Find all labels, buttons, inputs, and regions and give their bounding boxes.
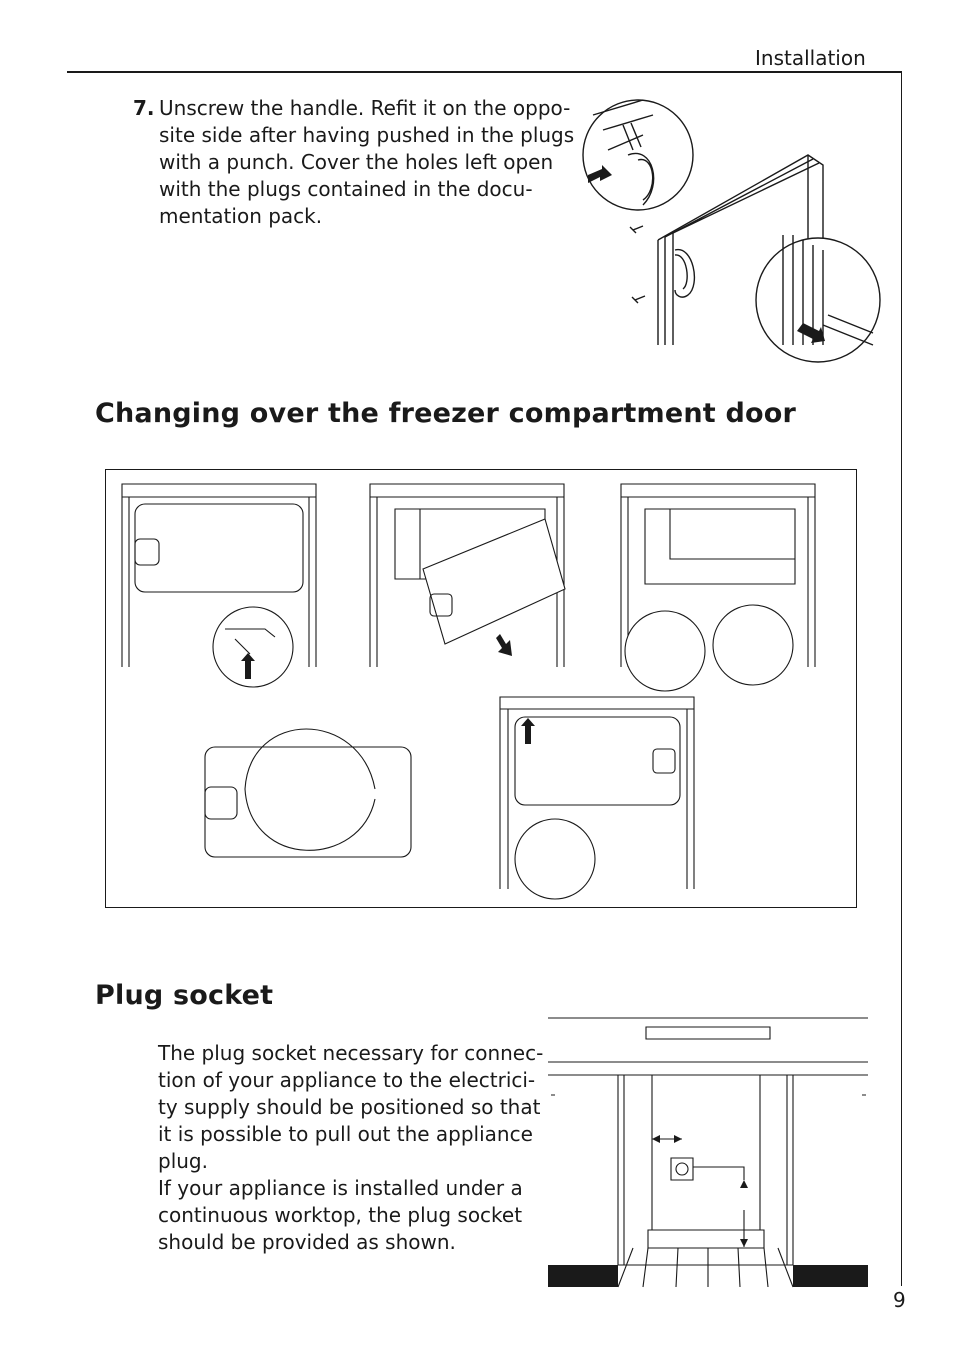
freezer-section-heading: Changing over the freezer compartment door [95,398,797,429]
freezer-door-changeover-illustration [105,469,857,908]
section-header: Installation [755,46,866,70]
header-rule [67,71,902,73]
step-text: Unscrew the handle. Refit it on the oppo- site side after having pushed in the plugs with a punch. Cover the holes left open with the plugs contained in the docu- mentation pack. [159,96,575,228]
page-number: 9 [893,1288,906,1312]
plug-section-heading: Plug socket [95,980,274,1011]
plug-socket-text: The plug socket necessary for connec- tion of your appliance to the electrici- ty supply should be positioned so that it is possible to pull out the appliance plug. If your appliance is installed under a continuous worktop, the plug socket should be provided as shown. [158,1041,544,1254]
plug-socket-position-illustration [548,1015,868,1289]
step-number: 7. [133,96,155,120]
door-handle-illustration [583,95,868,347]
page-side-rule [901,71,902,1286]
